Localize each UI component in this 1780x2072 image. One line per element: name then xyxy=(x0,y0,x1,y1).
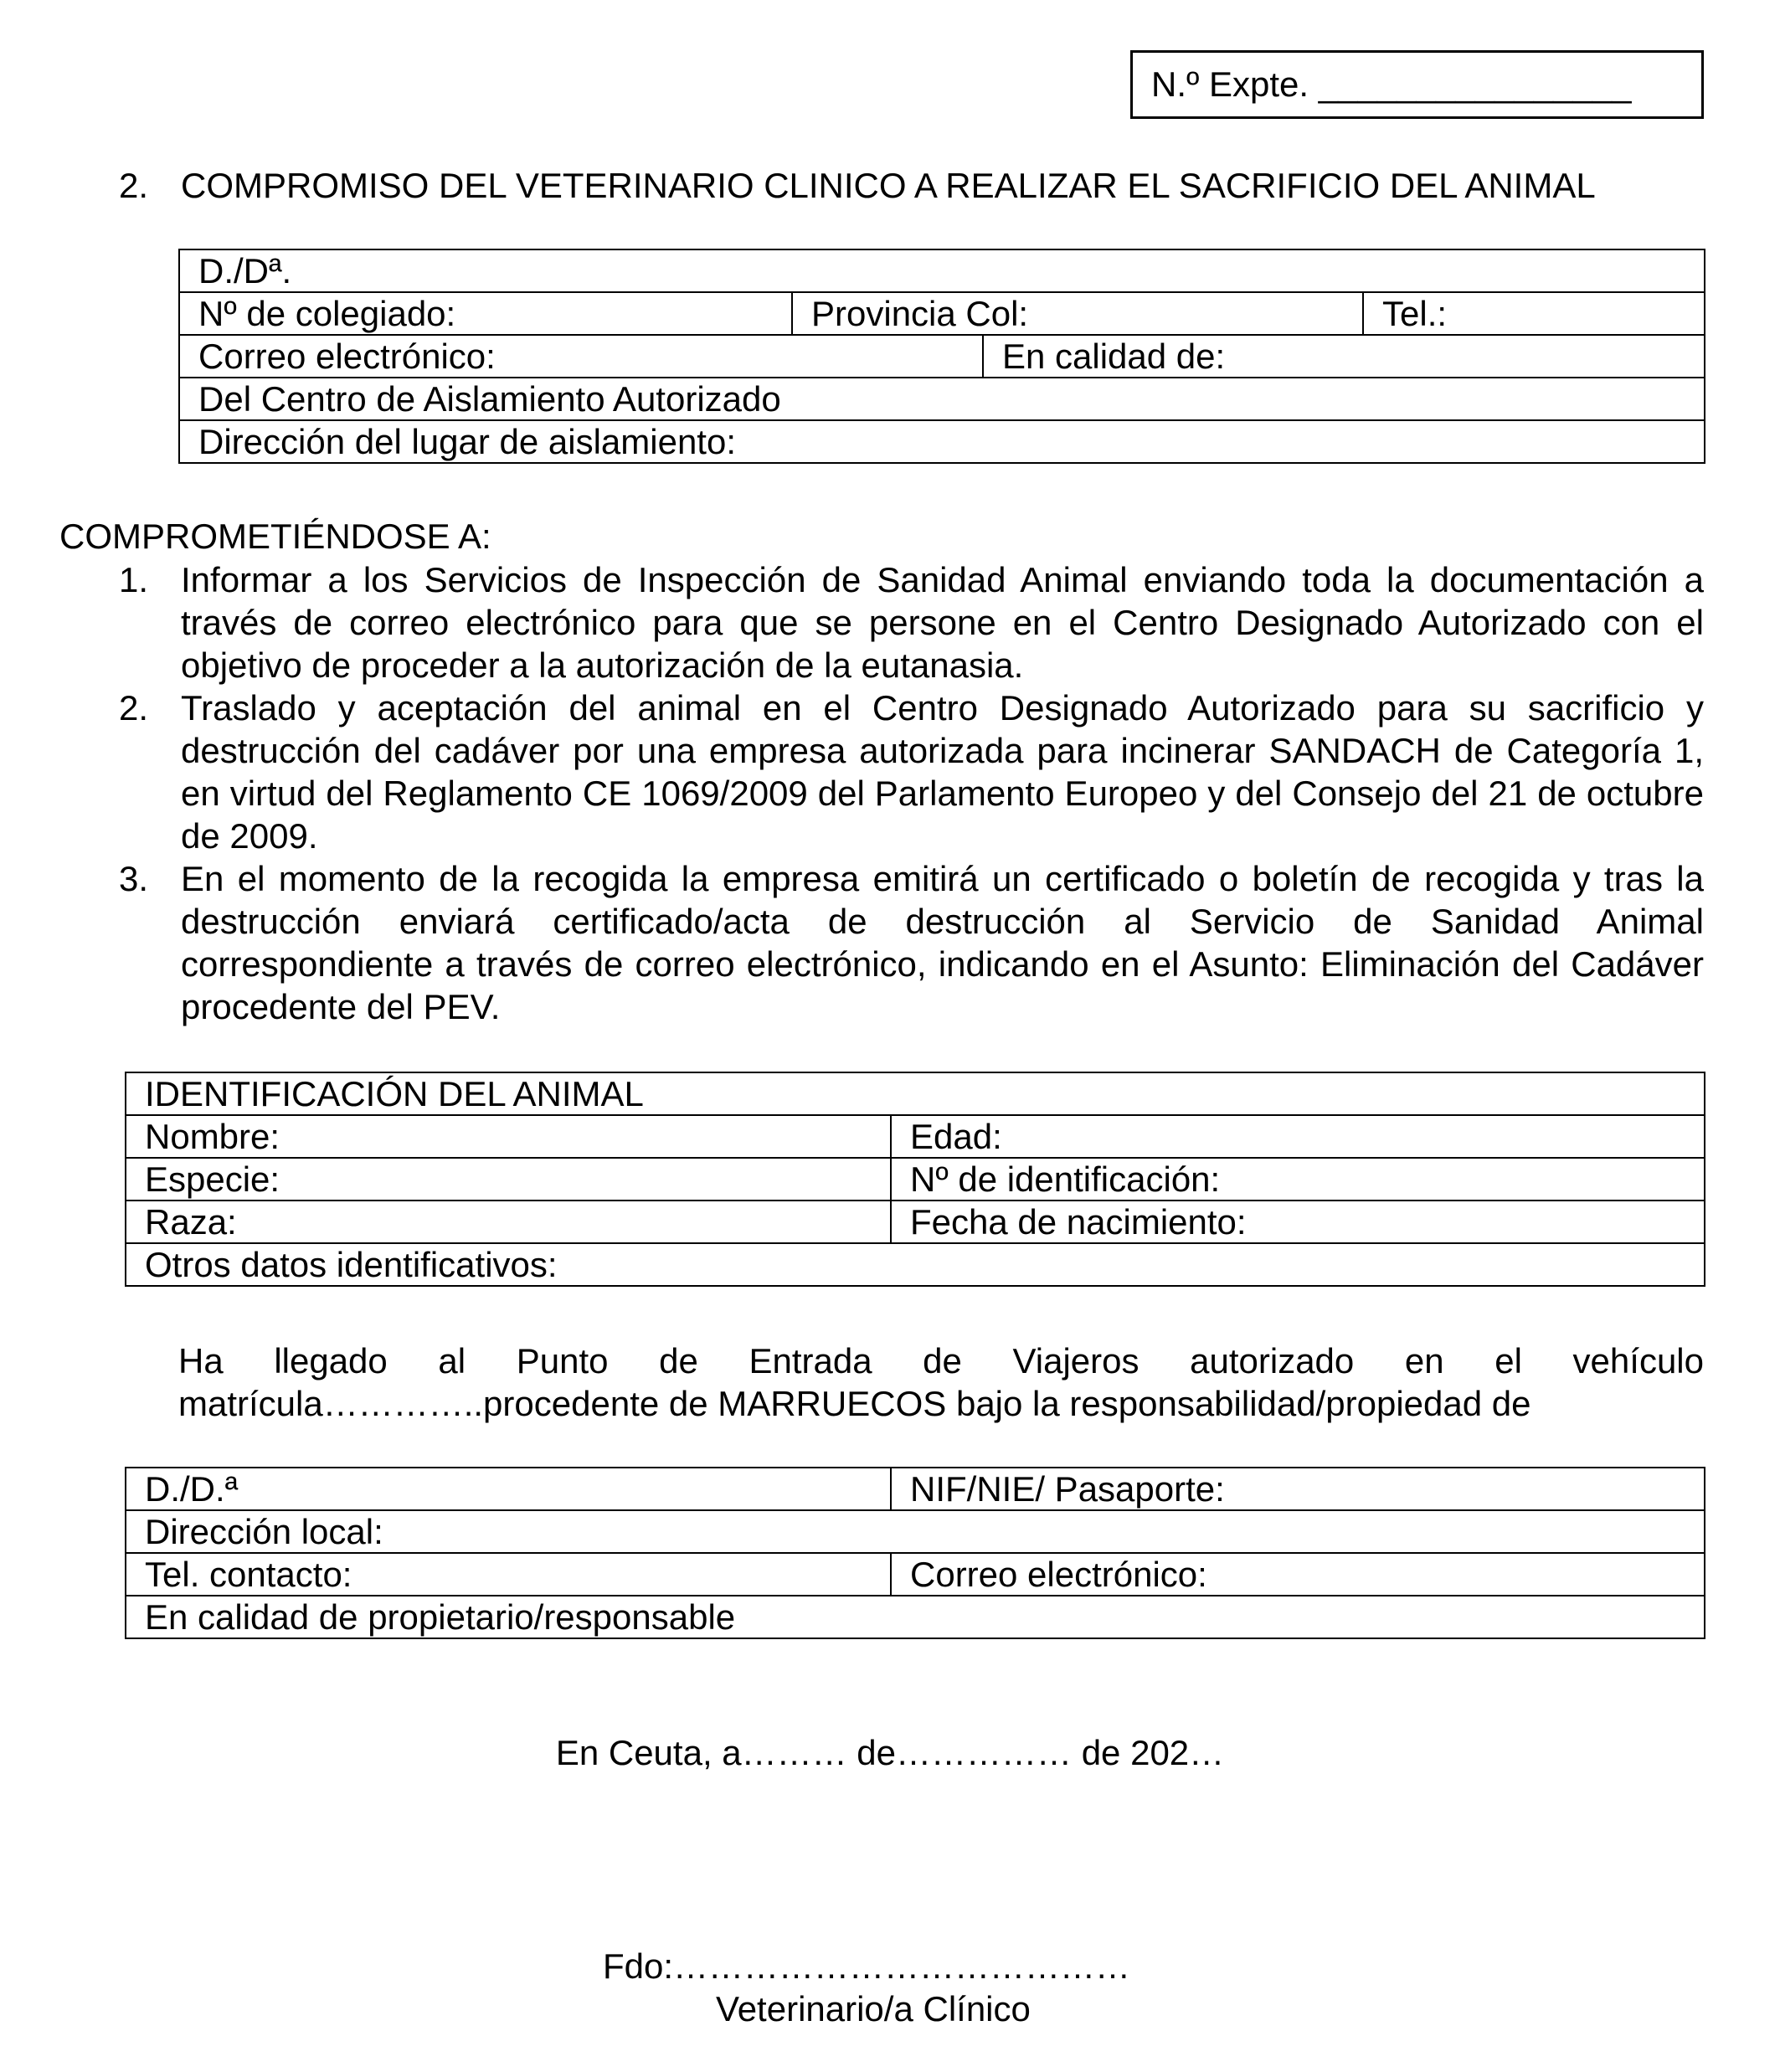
item-text: Informar a los Servicios de Inspección de Sanidad Animal enviando toda la documentación a través de correo electrónico para que se persone en el Centro Designado Autorizado con el objetivo de proceder a la autorización de la eutanasia. xyxy=(181,560,1704,685)
table-row xyxy=(126,1072,1705,1115)
item-number: 1. xyxy=(119,560,149,599)
animal-table-title: IDENTIFICACIÓN DEL ANIMAL xyxy=(126,1072,1705,1115)
table-row xyxy=(179,335,1705,378)
vet-name-field[interactable]: D./Dª. xyxy=(179,249,1705,292)
expediente-line: ________________ xyxy=(1318,64,1632,104)
owner-email-field[interactable]: Correo electrónico: xyxy=(891,1553,1705,1596)
table-row xyxy=(126,1510,1705,1553)
table-row xyxy=(126,1158,1705,1201)
expediente-box[interactable] xyxy=(1130,50,1704,119)
vet-address-field[interactable]: Dirección del lugar de aislamiento: xyxy=(179,420,1705,463)
table-row xyxy=(179,249,1705,292)
vet-email-field[interactable]: Correo electrónico: xyxy=(179,335,983,378)
vet-center-field[interactable]: Del Centro de Aislamiento Autorizado xyxy=(179,378,1705,420)
item-number: 2. xyxy=(119,688,149,728)
vet-tel-field[interactable]: Tel.: xyxy=(1363,292,1705,335)
list-item xyxy=(119,857,1704,1028)
table-row xyxy=(126,1596,1705,1638)
animal-name-field[interactable]: Nombre: xyxy=(126,1115,891,1158)
owner-address-field[interactable]: Dirección local: xyxy=(126,1510,1705,1553)
table-row xyxy=(179,378,1705,420)
owner-table xyxy=(125,1467,1705,1639)
vet-colegiado-field[interactable]: Nº de colegiado: xyxy=(179,292,792,335)
item-text: En el momento de la recogida la empresa emitirá un certificado o boletín de recogida y tras la destrucción enviará certificado/acta de destrucción al Servicio de Sanidad Animal correspondiente a través de correo electrónico, indicando en el Asunto: Eliminación del Cadáver procedente del PEV. xyxy=(181,859,1704,1026)
table-row xyxy=(126,1468,1705,1510)
item-text: Traslado y aceptación del animal en el Centro Designado Autorizado para su sacrificio y destrucción del cadáver por una empresa autorizada para incinerar SANDACH de Categoría 1, en virtud del Reglamento CE 1069/2009 del Parlamento Europeo y del Consejo del 21 de octubre de 2009. xyxy=(181,688,1704,856)
expediente-label: N.º Expte. xyxy=(1151,64,1309,104)
vet-role-field[interactable]: En calidad de: xyxy=(983,335,1705,378)
animal-id-field[interactable]: Nº de identificación: xyxy=(891,1158,1705,1201)
signature-role: Veterinario/a Clínico xyxy=(716,1989,1031,2028)
table-row xyxy=(179,292,1705,335)
owner-nif-field[interactable]: NIF/NIE/ Pasaporte: xyxy=(891,1468,1705,1510)
arrival-line-2: matrícula…………..procedente de MARRUECOS bajo la responsabilidad/propiedad de xyxy=(178,1384,1531,1423)
owner-tel-field[interactable]: Tel. contacto: xyxy=(126,1553,891,1596)
table-row xyxy=(126,1243,1705,1286)
list-item xyxy=(119,686,1704,857)
section-title: COMPROMISO DEL VETERINARIO CLINICO A REALIZAR EL SACRIFICIO DEL ANIMAL xyxy=(181,166,1596,205)
animal-species-field[interactable]: Especie: xyxy=(126,1158,891,1201)
place-date-line: En Ceuta, a……… de…………… de 202… xyxy=(555,1733,1225,1772)
commitment-heading: COMPROMETIÉNDOSE A: xyxy=(59,517,491,556)
veterinarian-table xyxy=(178,249,1705,464)
table-row xyxy=(126,1201,1705,1243)
table-row xyxy=(126,1115,1705,1158)
section-number: 2. xyxy=(119,166,149,205)
list-item xyxy=(119,558,1704,686)
table-row xyxy=(179,420,1705,463)
table-row xyxy=(126,1553,1705,1596)
signature-line: Fdo:………………………………… xyxy=(603,1946,1131,1986)
arrival-paragraph xyxy=(178,1339,1704,1425)
owner-role-field[interactable]: En calidad de propietario/responsable xyxy=(126,1596,1705,1638)
animal-other-field[interactable]: Otros datos identificativos: xyxy=(126,1243,1705,1286)
vet-provincia-field[interactable]: Provincia Col: xyxy=(792,292,1363,335)
owner-name-field[interactable]: D./D.ª xyxy=(126,1468,891,1510)
section-heading xyxy=(119,166,1596,206)
animal-age-field[interactable]: Edad: xyxy=(891,1115,1705,1158)
animal-birthdate-field[interactable]: Fecha de nacimiento: xyxy=(891,1201,1705,1243)
animal-breed-field[interactable]: Raza: xyxy=(126,1201,891,1243)
item-number: 3. xyxy=(119,859,149,898)
animal-identification-table xyxy=(125,1072,1705,1287)
arrival-line-1: Ha llegado al Punto de Entrada de Viajeros autorizado en el vehículo xyxy=(178,1341,1704,1380)
commitment-list xyxy=(119,558,1704,1028)
